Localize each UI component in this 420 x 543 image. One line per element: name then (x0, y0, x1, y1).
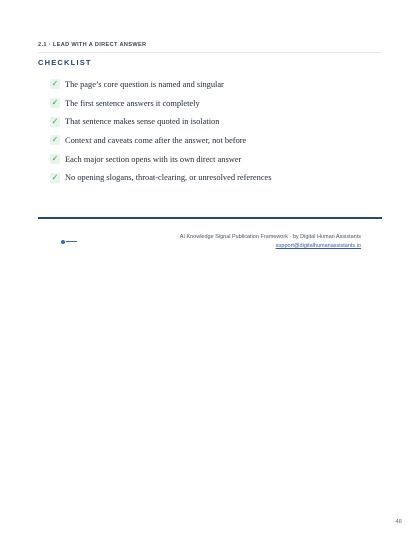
check-icon: ✓ (51, 135, 59, 145)
check-icon: ✓ (51, 154, 59, 164)
check-icon: ✓ (51, 98, 59, 108)
footer-email-link[interactable]: support@digitalhumanassistants.io (275, 243, 361, 249)
checklist-item-text: The page’s core question is named and singular (65, 79, 224, 89)
section-header: 2.1 · LEAD WITH A DIRECT ANSWER (38, 42, 382, 53)
checklist (50, 75, 272, 187)
checklist-item (50, 94, 272, 113)
checklist-title: CHECKLIST (38, 58, 92, 67)
checklist-item-text: That sentence makes sense quoted in isolation (65, 117, 220, 127)
checklist-item-text: Context and caveats come after the answer, not before (65, 135, 247, 145)
logo-dot (61, 240, 65, 244)
checklist-item (50, 168, 272, 187)
check-icon: ✓ (51, 79, 59, 89)
checklist-item-text: Each major section opens with its own direct answer (65, 154, 242, 164)
checklist-item (50, 75, 272, 94)
footer-framework-text: AI Knowledge Signal Publication Framework · by Digital Human Assistants (179, 234, 361, 240)
checklist-item-text: The first sentence answers it completely (65, 98, 200, 108)
footer-credits (180, 233, 361, 251)
check-icon: ✓ (51, 116, 59, 126)
checklist-item-text: No opening slogans, throat-clearing, or unresolved references (65, 173, 272, 183)
brand-logo-icon (61, 239, 79, 244)
page-number: 46 (395, 519, 402, 525)
logo-line (66, 241, 77, 242)
footer-divider (38, 217, 382, 219)
checklist-item (50, 150, 272, 169)
checklist-item (50, 112, 272, 131)
checklist-item (50, 131, 272, 150)
check-icon: ✓ (51, 172, 59, 182)
